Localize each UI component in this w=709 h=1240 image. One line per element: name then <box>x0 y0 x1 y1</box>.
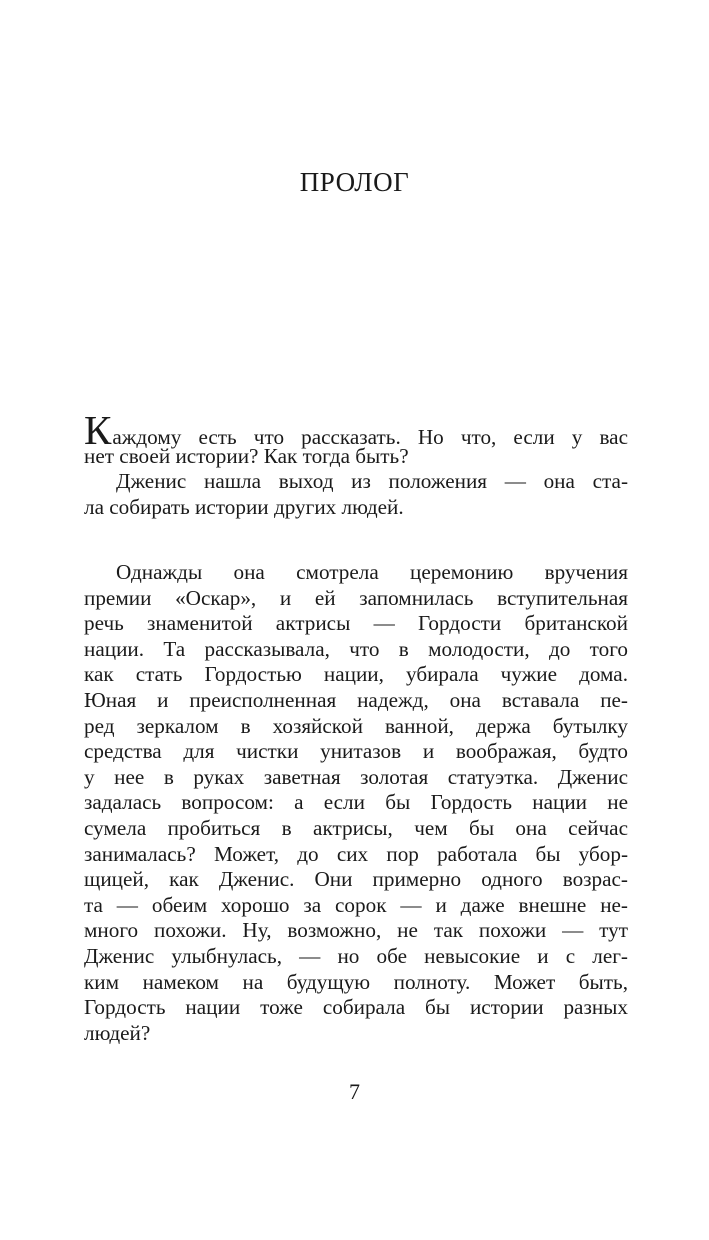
text-line: ким намеком на будущую полноту. Может быть, <box>84 969 628 994</box>
text-line: премии «Оскар», и ей запомнилась вступительная <box>84 585 628 610</box>
text-line: та — обеим хорошо за сорок — и даже внешне не- <box>84 892 628 917</box>
text-line: Юная и преисполненная надежд, она вставала пе- <box>84 687 628 712</box>
text-line: много похожи. Ну, возможно, не так похожи — тут <box>84 918 628 943</box>
main-paragraph <box>84 560 628 1046</box>
text-line: как стать Гордостью нации, убирала чужие дома. <box>84 662 628 687</box>
page-number: 7 <box>349 1079 360 1104</box>
intro-paragraphs <box>84 407 628 520</box>
text-line: задалась вопросом: а если бы Гордость нации не <box>84 790 628 815</box>
text-line: ла собирать истории других людей. <box>84 494 404 519</box>
text-line: сумела пробиться в актрисы, чем бы она сейчас <box>84 815 628 840</box>
text-line: Дженис улыбнулась, — но обе невысокие и с лег- <box>84 943 628 968</box>
chapter-title: ПРОЛОГ <box>299 167 410 197</box>
text-line: занималась? Может, до сих пор работала бы убор- <box>84 841 628 866</box>
text-line: нации. Та рассказывала, что в молодости, до того <box>84 636 628 661</box>
text-line: речь знаменитой актрисы — Гордости британской <box>84 611 628 636</box>
text-line: Однажды она смотрела церемонию вручения <box>116 560 628 584</box>
text-line: Дженис нашла выход из положения — она ста- <box>116 469 628 494</box>
text-line: Гордость нации тоже собирала бы истории разных <box>84 995 628 1020</box>
drop-cap: К <box>84 407 112 453</box>
text-line: людей? <box>84 1020 151 1045</box>
text-line: щицей, как Дженис. Они примерно одного возрас- <box>84 867 628 892</box>
text-line <box>84 407 628 453</box>
first-line-text: аждому есть что рассказать. Но что, если у вас <box>112 425 628 449</box>
text-line: нет своей истории? Как тогда быть? <box>84 443 409 468</box>
text-line: ред зеркалом в хозяйской ванной, держа бутылку <box>84 713 628 738</box>
text-line: у нее в руках заветная золотая статуэтка. Дженис <box>84 764 628 789</box>
text-line: средства для чистки унитазов и воображая, будто <box>84 739 628 764</box>
